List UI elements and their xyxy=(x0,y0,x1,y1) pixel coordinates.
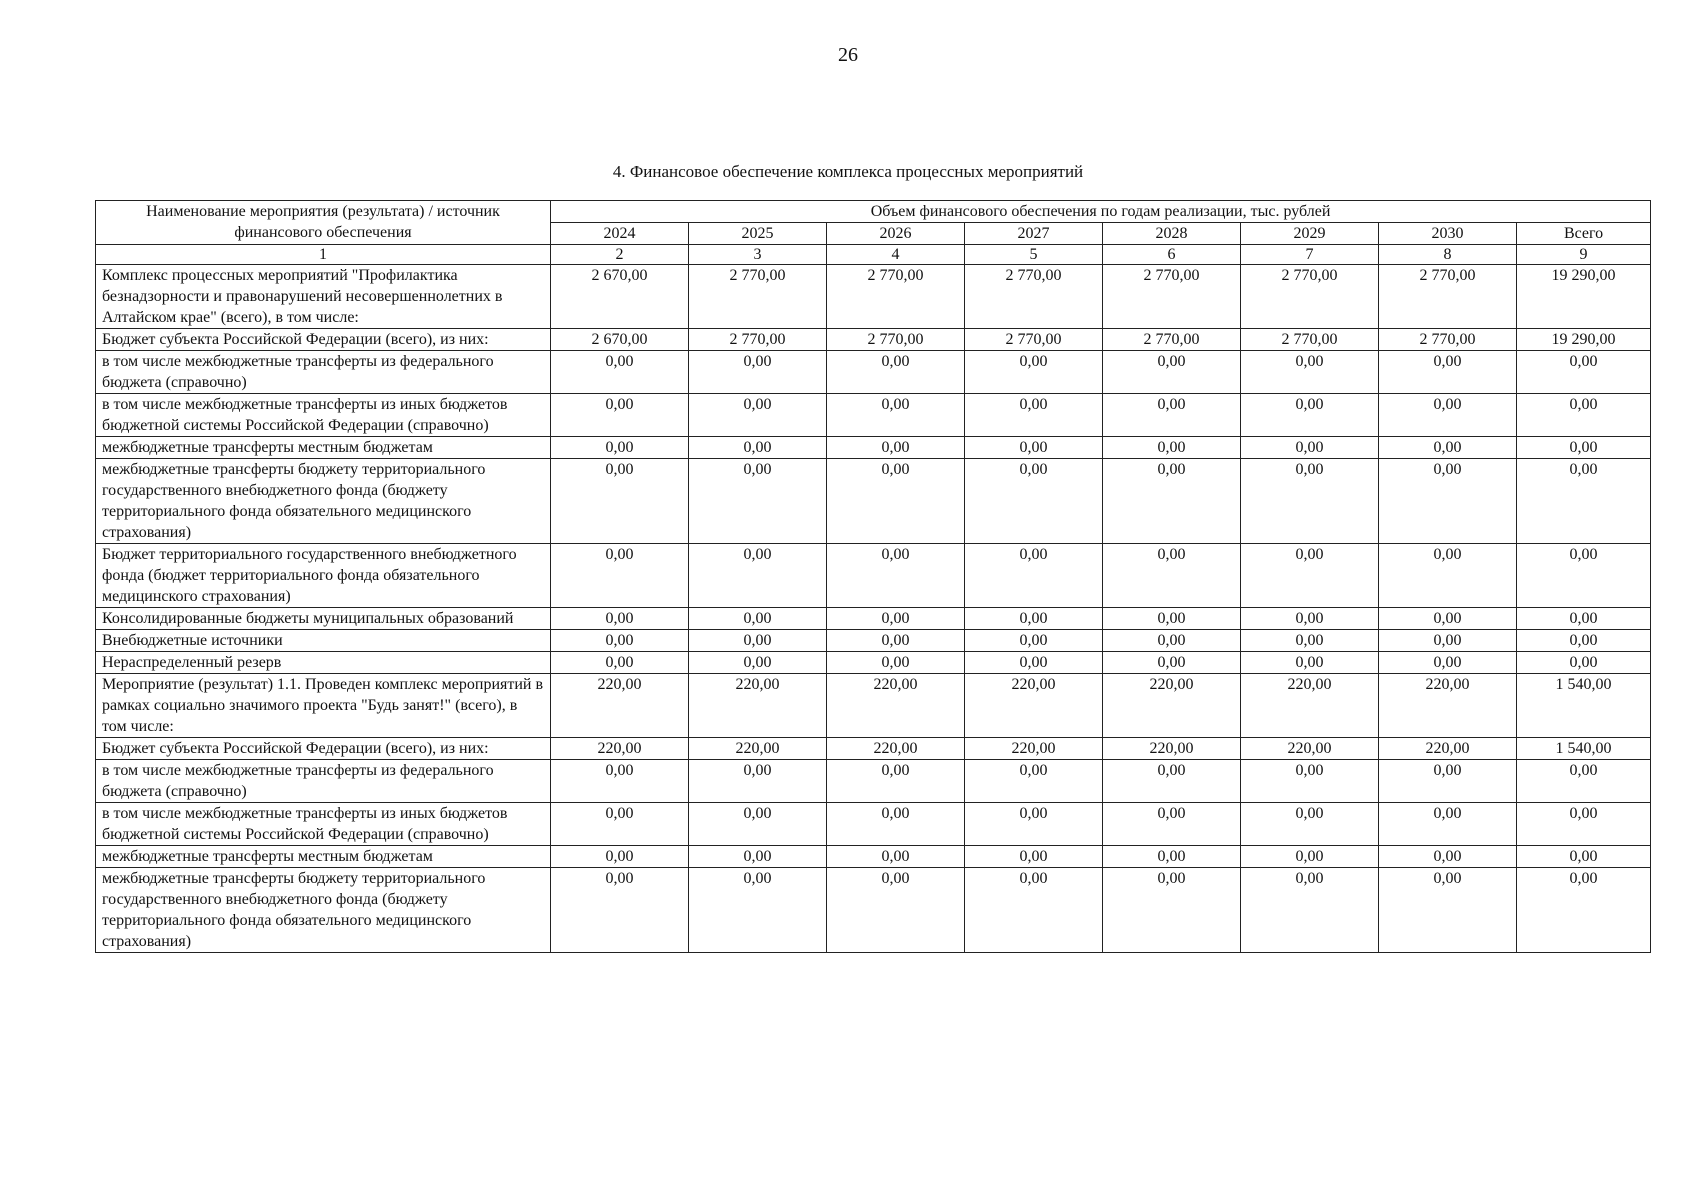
table-row xyxy=(96,846,1651,868)
row-value: 0,00 xyxy=(1103,760,1241,803)
row-value: 0,00 xyxy=(1379,652,1517,674)
row-name: межбюджетные трансферты бюджету территориального государственного внебюджетного фонда (бюджету территориального фонда обязательного медицинского страхования) xyxy=(96,868,551,953)
row-value: 0,00 xyxy=(1379,437,1517,459)
table-row xyxy=(96,394,1651,437)
year-header: Всего xyxy=(1517,223,1651,245)
row-value: 0,00 xyxy=(1103,630,1241,652)
row-value: 0,00 xyxy=(1241,652,1379,674)
row-value: 0,00 xyxy=(1379,803,1517,846)
row-name: межбюджетные трансферты местным бюджетам xyxy=(96,437,551,459)
row-value: 0,00 xyxy=(1241,846,1379,868)
column-number: 8 xyxy=(1379,245,1517,265)
section-title: 4. Финансовое обеспечение комплекса процессных мероприятий xyxy=(612,162,1084,181)
row-value: 220,00 xyxy=(827,674,965,738)
row-value: 2 770,00 xyxy=(827,265,965,329)
row-name: Бюджет субъекта Российской Федерации (всего), из них: xyxy=(96,329,551,351)
row-value: 0,00 xyxy=(1517,351,1651,394)
row-value: 0,00 xyxy=(1241,459,1379,544)
row-value: 0,00 xyxy=(1103,394,1241,437)
row-value: 2 770,00 xyxy=(689,329,827,351)
row-value: 0,00 xyxy=(551,760,689,803)
row-value: 2 670,00 xyxy=(551,265,689,329)
row-name: межбюджетные трансферты бюджету территориального государственного внебюджетного фонда (бюджету территориального фонда обязательного медицинского страхования) xyxy=(96,459,551,544)
row-value: 0,00 xyxy=(1517,803,1651,846)
row-value: 0,00 xyxy=(1103,608,1241,630)
row-name: в том числе межбюджетные трансферты из иных бюджетов бюджетной системы Российской Федерации (справочно) xyxy=(96,394,551,437)
table-row xyxy=(96,803,1651,846)
row-value: 0,00 xyxy=(689,630,827,652)
row-value: 0,00 xyxy=(1379,394,1517,437)
table-row xyxy=(96,674,1651,738)
row-name: Консолидированные бюджеты муниципальных образований xyxy=(96,608,551,630)
row-value: 2 770,00 xyxy=(1103,329,1241,351)
row-value: 2 770,00 xyxy=(1379,265,1517,329)
table-row xyxy=(96,437,1651,459)
table-header xyxy=(96,201,1651,265)
row-value: 0,00 xyxy=(689,846,827,868)
row-value: 0,00 xyxy=(689,868,827,953)
table-row xyxy=(96,459,1651,544)
row-value: 0,00 xyxy=(965,803,1103,846)
row-value: 0,00 xyxy=(827,459,965,544)
row-value: 0,00 xyxy=(1241,868,1379,953)
row-value: 0,00 xyxy=(965,459,1103,544)
row-value: 0,00 xyxy=(827,652,965,674)
row-value: 0,00 xyxy=(1379,760,1517,803)
row-value: 0,00 xyxy=(1103,868,1241,953)
row-value: 220,00 xyxy=(1241,738,1379,760)
row-value: 0,00 xyxy=(1379,459,1517,544)
row-value: 0,00 xyxy=(965,630,1103,652)
row-value: 0,00 xyxy=(965,868,1103,953)
row-value: 0,00 xyxy=(1103,846,1241,868)
row-value: 0,00 xyxy=(1103,351,1241,394)
year-header: 2024 xyxy=(551,223,689,245)
row-value: 0,00 xyxy=(965,437,1103,459)
row-name: межбюджетные трансферты местным бюджетам xyxy=(96,846,551,868)
row-value: 220,00 xyxy=(1241,674,1379,738)
row-value: 220,00 xyxy=(1103,738,1241,760)
row-value: 0,00 xyxy=(689,803,827,846)
row-value: 0,00 xyxy=(965,652,1103,674)
row-value: 0,00 xyxy=(1241,760,1379,803)
year-header: 2027 xyxy=(965,223,1103,245)
year-header: 2025 xyxy=(689,223,827,245)
row-value: 0,00 xyxy=(1517,544,1651,608)
table-body xyxy=(96,265,1651,953)
column-number: 1 xyxy=(96,245,551,265)
row-value: 0,00 xyxy=(689,544,827,608)
row-value: 0,00 xyxy=(827,803,965,846)
row-value: 0,00 xyxy=(551,394,689,437)
row-value: 0,00 xyxy=(1517,630,1651,652)
row-value: 2 770,00 xyxy=(1379,329,1517,351)
financing-table xyxy=(95,200,1651,953)
row-value: 0,00 xyxy=(689,608,827,630)
column-header-name: Наименование мероприятия (результата) / источник финансового обеспечения xyxy=(96,201,551,245)
row-value: 0,00 xyxy=(827,760,965,803)
table-row xyxy=(96,760,1651,803)
row-value: 0,00 xyxy=(1103,544,1241,608)
row-value: 220,00 xyxy=(551,738,689,760)
row-value: 2 770,00 xyxy=(1241,329,1379,351)
row-value: 0,00 xyxy=(1379,630,1517,652)
row-value: 220,00 xyxy=(1379,674,1517,738)
table-row xyxy=(96,329,1651,351)
row-value: 0,00 xyxy=(689,459,827,544)
row-value: 2 770,00 xyxy=(1103,265,1241,329)
row-value: 0,00 xyxy=(1517,652,1651,674)
row-value: 0,00 xyxy=(965,351,1103,394)
row-value: 0,00 xyxy=(1517,394,1651,437)
row-value: 0,00 xyxy=(965,608,1103,630)
row-name: Бюджет территориального государственного внебюджетного фонда (бюджет территориального фонда обязательного медицинского страхования) xyxy=(96,544,551,608)
row-value: 0,00 xyxy=(551,459,689,544)
row-value: 0,00 xyxy=(1517,437,1651,459)
row-value: 220,00 xyxy=(689,674,827,738)
row-value: 2 770,00 xyxy=(1241,265,1379,329)
row-value: 2 670,00 xyxy=(551,329,689,351)
table-row xyxy=(96,351,1651,394)
row-value: 0,00 xyxy=(965,394,1103,437)
row-value: 0,00 xyxy=(551,437,689,459)
row-value: 220,00 xyxy=(827,738,965,760)
column-group-header: Объем финансового обеспечения по годам реализации, тыс. рублей xyxy=(551,201,1651,223)
row-value: 2 770,00 xyxy=(827,329,965,351)
table-row xyxy=(96,652,1651,674)
row-name: Комплекс процессных мероприятий "Профилактика безнадзорности и правонарушений несовершеннолетних в Алтайском крае" (всего), в том числе: xyxy=(96,265,551,329)
year-header: 2030 xyxy=(1379,223,1517,245)
row-value: 0,00 xyxy=(551,544,689,608)
row-value: 0,00 xyxy=(827,394,965,437)
page-number: 26 xyxy=(838,44,858,66)
row-value: 0,00 xyxy=(827,608,965,630)
table-row xyxy=(96,630,1651,652)
column-number: 2 xyxy=(551,245,689,265)
row-value: 0,00 xyxy=(1241,351,1379,394)
column-number: 5 xyxy=(965,245,1103,265)
row-value: 0,00 xyxy=(1241,437,1379,459)
row-value: 0,00 xyxy=(827,868,965,953)
row-value: 0,00 xyxy=(1379,868,1517,953)
row-value: 0,00 xyxy=(689,351,827,394)
year-header: 2026 xyxy=(827,223,965,245)
column-number-row xyxy=(96,245,1651,265)
row-value: 220,00 xyxy=(965,738,1103,760)
row-value: 0,00 xyxy=(965,760,1103,803)
row-value: 0,00 xyxy=(551,630,689,652)
row-value: 0,00 xyxy=(689,652,827,674)
row-value: 0,00 xyxy=(689,437,827,459)
year-header: 2029 xyxy=(1241,223,1379,245)
row-value: 0,00 xyxy=(827,630,965,652)
row-value: 2 770,00 xyxy=(965,265,1103,329)
row-value: 0,00 xyxy=(1517,760,1651,803)
row-name: в том числе межбюджетные трансферты из федерального бюджета (справочно) xyxy=(96,351,551,394)
row-value: 0,00 xyxy=(827,846,965,868)
row-value: 0,00 xyxy=(551,608,689,630)
row-value: 2 770,00 xyxy=(689,265,827,329)
row-value: 0,00 xyxy=(1517,846,1651,868)
row-name: Мероприятие (результат) 1.1. Проведен комплекс мероприятий в рамках социально значимого проекта "Будь занят!" (всего), в том числе: xyxy=(96,674,551,738)
row-value: 220,00 xyxy=(965,674,1103,738)
row-value: 0,00 xyxy=(1241,608,1379,630)
row-value: 0,00 xyxy=(965,846,1103,868)
row-value: 220,00 xyxy=(689,738,827,760)
row-value: 0,00 xyxy=(1517,608,1651,630)
row-name: в том числе межбюджетные трансферты из федерального бюджета (справочно) xyxy=(96,760,551,803)
row-value: 0,00 xyxy=(965,544,1103,608)
row-value: 0,00 xyxy=(689,394,827,437)
row-value: 0,00 xyxy=(1241,803,1379,846)
table-row xyxy=(96,265,1651,329)
row-name: Нераспределенный резерв xyxy=(96,652,551,674)
row-value: 0,00 xyxy=(1103,437,1241,459)
row-value: 0,00 xyxy=(1103,459,1241,544)
table-row xyxy=(96,608,1651,630)
row-value: 0,00 xyxy=(827,437,965,459)
row-value: 0,00 xyxy=(1517,868,1651,953)
row-value: 0,00 xyxy=(551,652,689,674)
row-value: 19 290,00 xyxy=(1517,265,1651,329)
row-value: 0,00 xyxy=(551,803,689,846)
column-number: 7 xyxy=(1241,245,1379,265)
row-value: 2 770,00 xyxy=(965,329,1103,351)
table-row xyxy=(96,868,1651,953)
row-value: 19 290,00 xyxy=(1517,329,1651,351)
row-value: 220,00 xyxy=(551,674,689,738)
row-value: 0,00 xyxy=(689,760,827,803)
row-value: 0,00 xyxy=(551,351,689,394)
row-value: 0,00 xyxy=(1379,608,1517,630)
row-name: в том числе межбюджетные трансферты из иных бюджетов бюджетной системы Российской Федерации (справочно) xyxy=(96,803,551,846)
row-name: Внебюджетные источники xyxy=(96,630,551,652)
row-value: 0,00 xyxy=(1517,459,1651,544)
row-value: 1 540,00 xyxy=(1517,674,1651,738)
year-header: 2028 xyxy=(1103,223,1241,245)
table-row xyxy=(96,544,1651,608)
row-name: Бюджет субъекта Российской Федерации (всего), из них: xyxy=(96,738,551,760)
row-value: 0,00 xyxy=(551,846,689,868)
row-value: 0,00 xyxy=(1379,544,1517,608)
row-value: 1 540,00 xyxy=(1517,738,1651,760)
row-value: 0,00 xyxy=(1241,544,1379,608)
column-number: 3 xyxy=(689,245,827,265)
row-value: 220,00 xyxy=(1379,738,1517,760)
column-number: 9 xyxy=(1517,245,1651,265)
row-value: 0,00 xyxy=(1379,351,1517,394)
row-value: 0,00 xyxy=(1103,803,1241,846)
column-number: 6 xyxy=(1103,245,1241,265)
row-value: 0,00 xyxy=(1103,652,1241,674)
table-row xyxy=(96,738,1651,760)
row-value: 0,00 xyxy=(551,868,689,953)
row-value: 220,00 xyxy=(1103,674,1241,738)
row-value: 0,00 xyxy=(1379,846,1517,868)
row-value: 0,00 xyxy=(827,544,965,608)
row-value: 0,00 xyxy=(1241,394,1379,437)
column-number: 4 xyxy=(827,245,965,265)
row-value: 0,00 xyxy=(827,351,965,394)
row-value: 0,00 xyxy=(1241,630,1379,652)
